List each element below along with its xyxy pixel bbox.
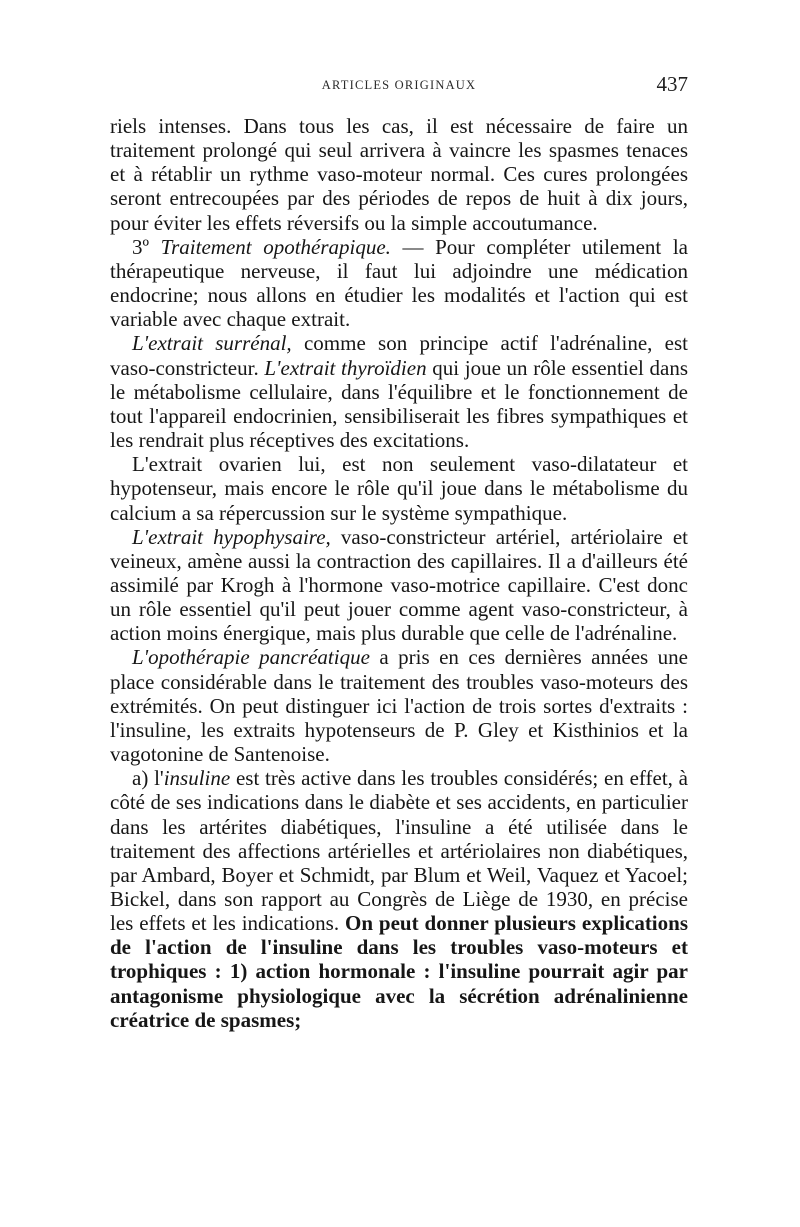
- italic-run: Traitement opothérapique.: [160, 234, 391, 259]
- bold-run: On peut donner plusieurs explications de l'action de l'insuline dans les troubles vaso-moteurs et trophiques : 1) action hormonale : l'insuline pourrait agir par antagonisme physiologique avec la sécrétion adrénalinienne créatrice de spasmes;: [110, 911, 688, 1032]
- text-run: est très active dans les troubles considérés; en effet, à côté de ses indications dans le diabète et ses accidents, en particulier dans les artérites diabétiques, l'insuline a été utilisée dans le traitement des affections artérielles et artériolaires non diabétiques, par Ambard, Boyer et Schmidt, par Blum et Weil, Vaquez et Yacoel; Bickel, dans son rapport au Congrès de Liège de 1930, en précise les effets et les indications.: [110, 766, 689, 936]
- text-run: comme son principe actif l'adrénaline, est vaso-constricteur.: [110, 331, 688, 380]
- text-run: a pris en ces dernières années une place considérable dans le traitement des troubles vaso-moteurs des extrémités. On peut distinguer ici l'action de trois sortes d'extraits : l'insuline, les extraits hypotenseurs de P. Gley et Kisthinios et la vagotonine de Santenoise.: [110, 645, 688, 767]
- text-run: vaso-constricteur artériel, artériolaire et veineux, amène aussi la contraction des capillaires. Il a d'ailleurs été assimilé par Krogh à l'hormone vaso-motrice capillaire. C'est donc un rôle essentiel qu'il peut jouer comme agent vaso-constricteur, à action moins énergique, mais plus durable que celle de l'adrénaline.: [110, 524, 688, 646]
- text-run: 3º: [132, 234, 161, 259]
- text-run: a) l': [132, 766, 164, 791]
- italic-run: L'extrait thyroïdien: [264, 355, 427, 380]
- italic-run: insuline: [163, 766, 231, 791]
- paragraph: [110, 114, 688, 235]
- paragraph: [110, 766, 688, 1032]
- paragraph: [110, 645, 688, 766]
- running-head: ARTICLES ORIGINAUX: [321, 78, 477, 92]
- paragraph: [110, 525, 688, 646]
- text-run: — Pour compléter utilement la thérapeutique nerveuse, il faut lui adjoindre une médication endocrine; nous allons en étudier les modalités et l'action qui est variable avec chaque extrait.: [110, 234, 688, 332]
- page-number: 437: [656, 72, 688, 96]
- text-run: qui joue un rôle essentiel dans le métabolisme cellulaire, dans l'équilibre et le fonctionnement de tout l'appareil endocrinien, sensibiliserait les fibres sympathiques et les rendrait plus réceptives des excitations.: [110, 355, 689, 453]
- italic-run: L'extrait surrénal,: [132, 331, 292, 356]
- body-text: [110, 114, 688, 1032]
- paragraph: [110, 331, 688, 452]
- paragraph: [110, 452, 688, 524]
- italic-run: L'opothérapie pancréatique: [132, 645, 370, 670]
- text-run: riels intenses. Dans tous les cas, il est nécessaire de faire un traitement prolongé qui seul arrivera à vaincre les spasmes tenaces et à rétablir un rythme vaso-moteur normal. Ces cures prolongées seront entrecoupées par des périodes de repos de huit à dix jours, pour éviter les effets réversifs ou la simple accoutumance.: [110, 114, 688, 235]
- italic-run: L'extrait hypophysaire,: [132, 524, 331, 549]
- text-run: L'extrait ovarien lui, est non seulement vaso-dilatateur et hypotenseur, mais encore le rôle qu'il joue dans le métabolisme du calcium a sa répercussion sur le système sympathique.: [110, 452, 688, 525]
- paragraph: [110, 235, 688, 332]
- page-header: [110, 74, 688, 98]
